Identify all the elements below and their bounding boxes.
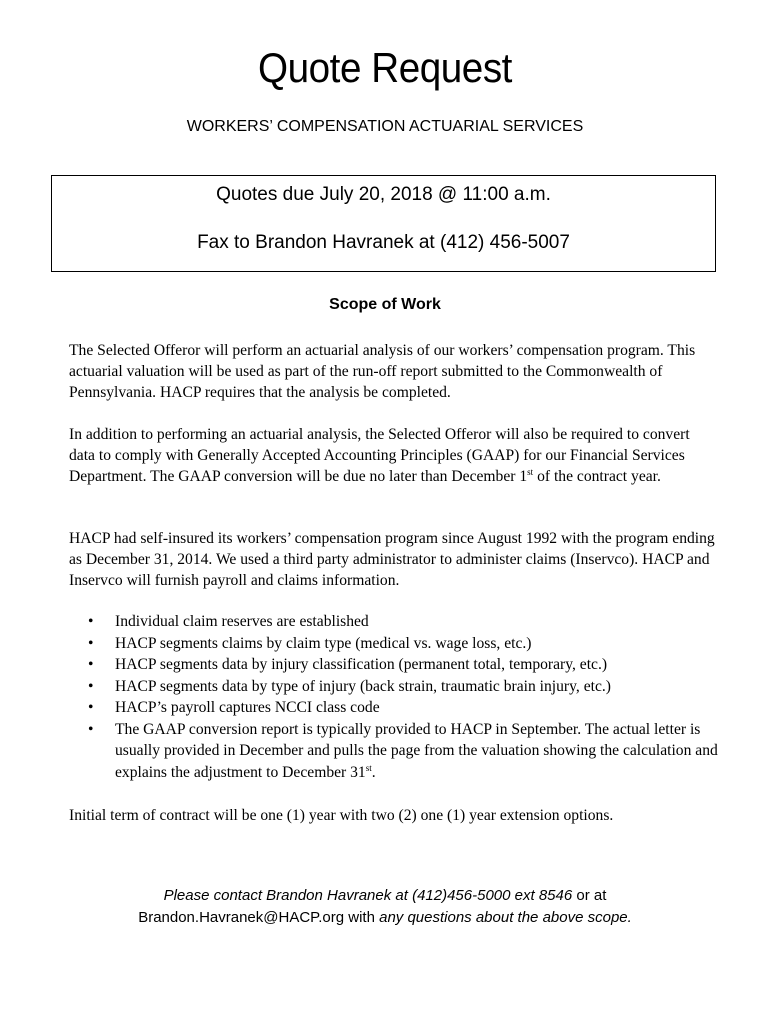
contact-block: [0, 885, 770, 929]
bullet-list: [88, 611, 718, 783]
paragraph-gaap-tail: of the contract year.: [533, 468, 661, 485]
bullet-icon: •: [88, 656, 94, 673]
ordinal-suffix: st: [527, 466, 534, 477]
ordinal-suffix: st: [365, 762, 372, 773]
list-item: [88, 697, 718, 719]
contact-questions-text: any questions about the above scope.: [379, 909, 632, 926]
contact-line-1: [0, 885, 770, 907]
bullet-icon: •: [88, 613, 94, 630]
list-item: [88, 633, 718, 655]
list-item-tail: .: [371, 763, 376, 781]
bullet-icon: •: [88, 720, 94, 738]
page-subtitle: WORKERS’ COMPENSATION ACTUARIAL SERVICES: [186, 118, 584, 135]
contact-with-text: with: [344, 909, 380, 926]
list-item: [88, 676, 718, 698]
contact-line-2: [0, 907, 770, 929]
list-item: [88, 654, 718, 676]
contact-or-text: or at: [572, 887, 607, 904]
paragraph-analysis: The Selected Offeror will perform an actuarial analysis of our workers’ compensation program. This actuarial valuation will be used as part of the run-off report submitted to the Commonwealth of Pennsylvania. HACP requires that the analysis be completed.: [69, 342, 696, 401]
notice-box: [51, 175, 716, 272]
contact-phone-text: Please contact Brandon Havranek at (412)456-5000 ext 8546: [163, 887, 573, 904]
page-title: Quote Request: [258, 44, 512, 91]
list-item: [88, 611, 718, 633]
fax-line: Fax to Brandon Havranek at (412) 456-5007: [197, 232, 570, 253]
scope-heading: Scope of Work: [329, 296, 441, 313]
bullet-icon: •: [88, 699, 94, 716]
list-item: [88, 719, 718, 784]
paragraph-gaap: [69, 424, 719, 487]
list-item-text: HACP segments data by injury classification (permanent total, temporary, etc.): [115, 656, 608, 673]
contact-email-link[interactable]: Brandon.Havranek@HACP.org: [138, 909, 345, 926]
paragraph-gaap-text: In addition to performing an actuarial analysis, the Selected Offeror will also be required to convert data to comply with Generally Accepted Accounting Principles (GAAP) for our Financial Services Department. The GAAP conversion will be due no later than December 1: [69, 426, 690, 485]
paragraph-history: HACP had self-insured its workers’ compensation program since August 1992 with the program ending as December 31, 2014. We used a third party administrator to administer claims (Inservco). HACP and Inservco will furnish payroll and claims information.: [69, 530, 715, 589]
list-item-text: Individual claim reserves are established: [115, 613, 369, 630]
list-item-text: The GAAP conversion report is typically provided to HACP in September. The actual letter is usually provided in December and pulls the page from the valuation showing the calculation and explains the adjustment to December 31: [115, 720, 718, 781]
list-item-text: HACP segments claims by claim type (medical vs. wage loss, etc.): [115, 634, 532, 652]
bullet-icon: •: [88, 634, 94, 652]
list-item-text: HACP segments data by type of injury (back strain, traumatic brain injury, etc.): [115, 677, 611, 695]
list-item-text: HACP’s payroll captures NCCI class code: [115, 699, 380, 716]
due-date-line: Quotes due July 20, 2018 @ 11:00 a.m.: [216, 184, 551, 205]
bullet-icon: •: [88, 677, 94, 695]
paragraph-term: Initial term of contract will be one (1) year with two (2) one (1) year extension options.: [69, 807, 614, 824]
